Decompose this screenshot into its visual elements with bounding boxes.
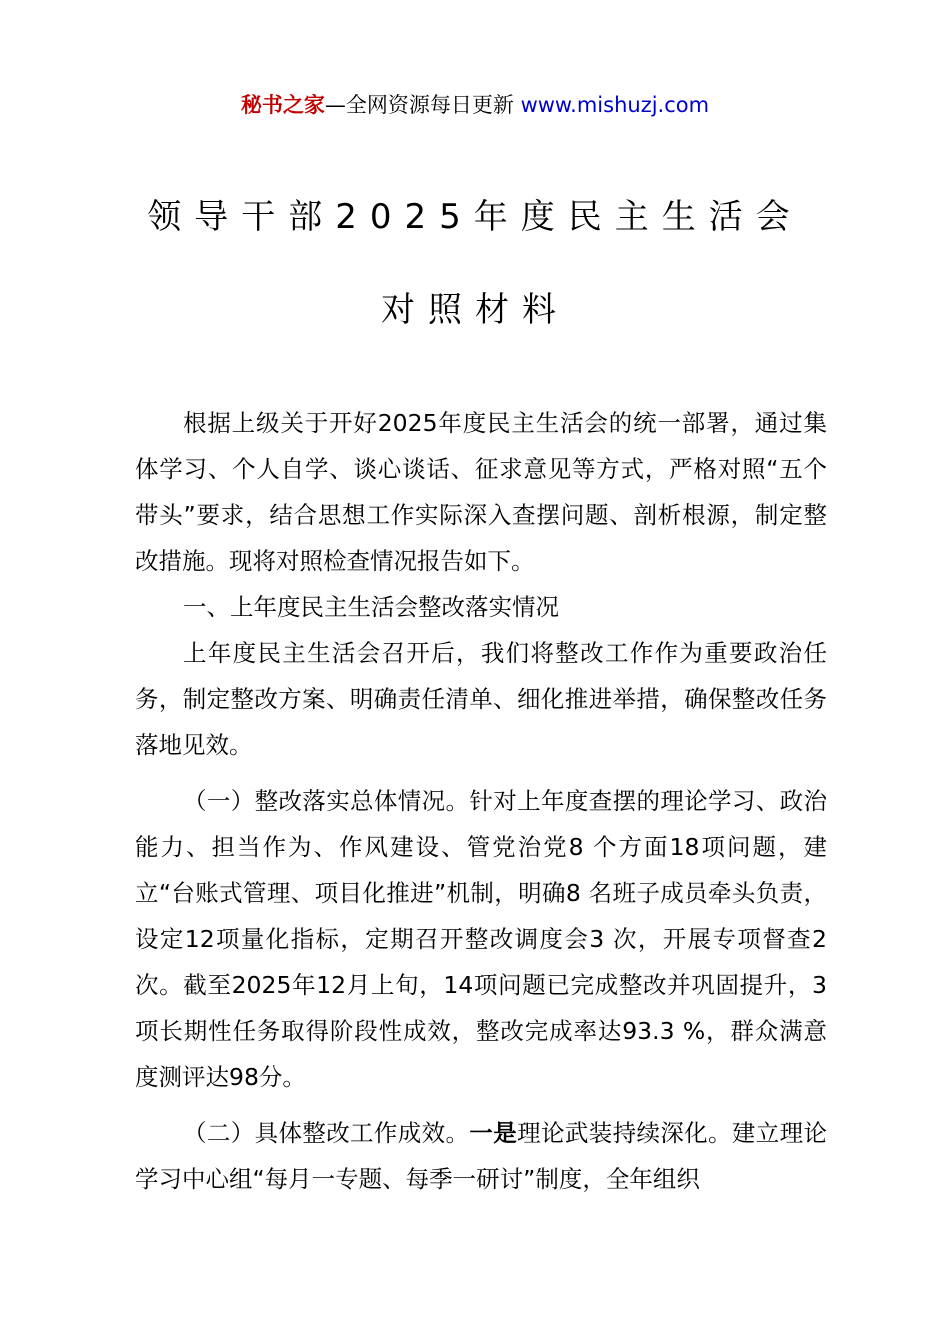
banner-tagline: —全网资源每日更新 <box>324 93 521 117</box>
subsection-2-paragraph <box>135 1110 827 1202</box>
subsection-1-paragraph <box>135 778 827 1100</box>
brand-name: 秘书之家 <box>240 93 325 117</box>
site-banner <box>0 88 950 122</box>
document-body <box>135 400 827 1202</box>
subsection-1-text: 针对上年度查摆的理论学习、政治能力、担当作为、作风建设、管党治党8 个方面18项问题，建立“台账式管理、项目化推进”机制，明确8 名班子成员牵头负责，设定12项量化指标，定期召开整改调度会3 次，开展专项督查2 次。截至2025年12月上旬，14项问题已完成整改并巩固提升，3 项长期性任务取得阶段性成效，整改完成率达93.3 %，群众满意度测评达98分。 <box>135 787 828 1091</box>
subsection-1-heading: （一）整改落实总体情况。 <box>183 787 470 815</box>
document-title-line-2: 对照材料 <box>381 290 569 330</box>
section-heading-1: 一、上年度民主生活会整改落实情况 <box>183 593 559 621</box>
subsection-2-heading: （二）具体整改工作成效。 <box>183 1119 470 1147</box>
intro-paragraph: 根据上级关于开好2025年度民主生活会的统一部署，通过集体学习、个人自学、谈心谈话、征求意见等方式，严格对照“五个带头”要求，结合思想工作实际深入查摆问题、剖析根源，制定整改措施。现将对照检查情况报告如下。 <box>135 409 827 575</box>
subsection-2-emphasis: 一是 <box>469 1119 518 1147</box>
section-1-paragraph: 上年度民主生活会召开后，我们将整改工作作为重要政治任务，制定整改方案、明确责任清单、细化推进举措，确保整改任务落地见效。 <box>135 639 827 759</box>
subsection-2-text: 理论武装持续深化。建立理论学习中心组“每月一专题、每季一研讨”制度，全年组织 <box>135 1119 828 1193</box>
document-title-line-1: 领导干部2025年度民主生活会 <box>147 197 803 237</box>
site-url-link[interactable]: www.mishuzj.com <box>520 93 710 117</box>
